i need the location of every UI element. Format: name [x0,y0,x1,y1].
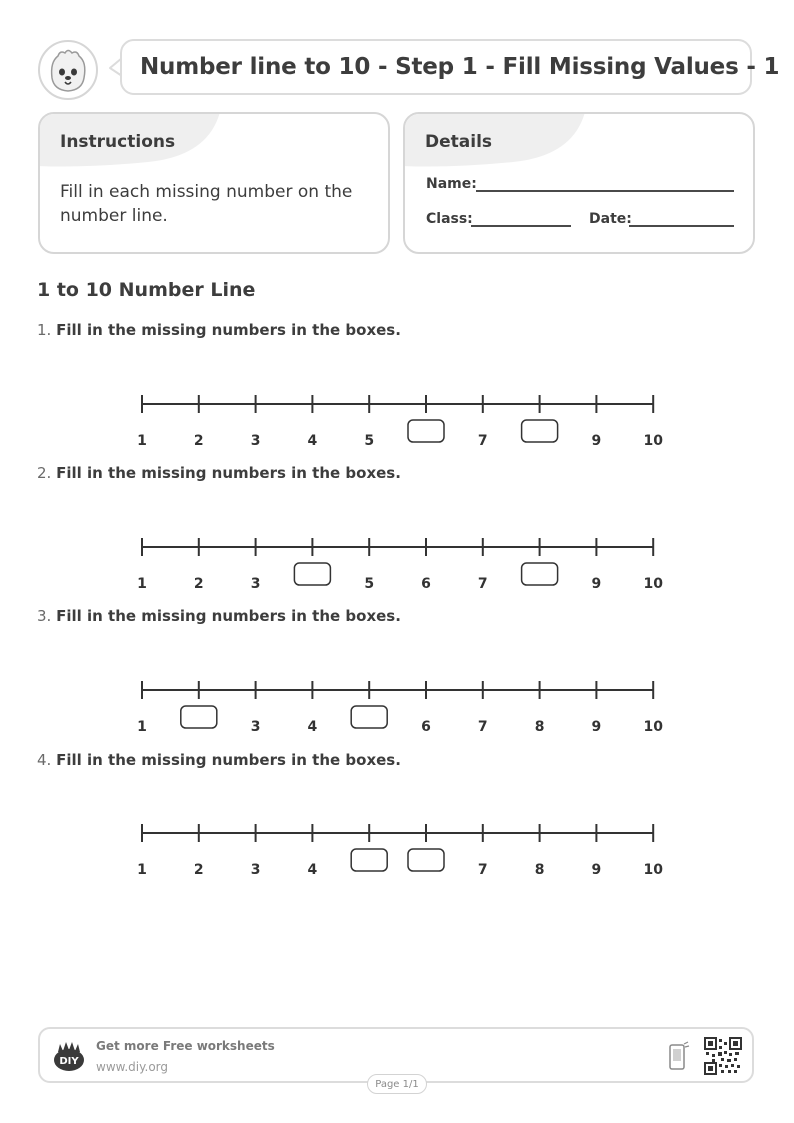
footer-url[interactable]: www.diy.org [96,1060,168,1074]
name-field[interactable] [476,190,734,192]
tick-label: 4 [307,719,318,735]
answer-box[interactable] [408,849,444,871]
tick-label: 6 [421,719,431,735]
tick-label: 2 [193,433,204,449]
name-label: Name: [426,176,477,192]
question-text: Fill in the missing numbers in the boxes. [56,607,401,625]
tick-label: 1 [137,862,147,878]
answer-box[interactable] [522,420,558,442]
tick-label: 9 [591,719,602,735]
tick-label: 3 [250,433,261,449]
tick-label: 7 [477,576,488,592]
tick-label: 5 [364,433,375,449]
answer-box[interactable] [351,849,387,871]
number-line-3 [0,678,794,738]
footer-promo: Get more Free worksheets [96,1039,275,1053]
logo-text: DIY [59,1056,79,1067]
answer-box[interactable] [351,706,387,728]
question-3 [37,607,401,625]
qr-code-icon[interactable] [704,1037,742,1079]
page-indicator: Page 1/1 [367,1074,427,1094]
answer-box[interactable] [522,563,558,585]
class-label: Class: [426,211,473,227]
tick-label: 9 [591,433,602,449]
tick-label: 7 [477,433,488,449]
details-panel [403,112,755,254]
question-text: Fill in the missing numbers in the boxes. [56,751,401,769]
question-text: Fill in the missing numbers in the boxes. [56,464,401,482]
tick-label: 4 [307,433,318,449]
tick-label: 10 [643,433,663,449]
section-title: 1 to 10 Number Line [37,279,256,301]
tick-label: 9 [591,862,602,878]
answer-box[interactable] [181,706,217,728]
answer-box[interactable] [294,563,330,585]
answer-box[interactable] [408,420,444,442]
question-number: 2. [37,464,52,482]
date-label: Date: [589,211,632,227]
tick-label: 1 [137,576,147,592]
question-number: 4. [37,751,52,769]
tick-label: 7 [477,862,488,878]
question-number: 3. [37,607,52,625]
instructions-panel [38,112,390,254]
question-text: Fill in the missing numbers in the boxes. [56,321,401,339]
question-2 [37,464,401,482]
tick-label: 10 [643,862,663,878]
tick-label: 8 [534,719,545,735]
instructions-heading: Instructions [60,132,176,152]
tick-label: 10 [643,719,663,735]
tick-label: 3 [250,576,261,592]
tick-label: 9 [591,576,602,592]
tick-label: 8 [534,862,545,878]
tick-label: 2 [193,862,204,878]
number-line-2 [0,535,794,595]
tick-label: 10 [643,576,663,592]
details-heading: Details [425,132,493,152]
number-line-1 [0,392,794,452]
tick-label: 3 [250,862,261,878]
tick-label: 6 [421,576,431,592]
phone-scan-icon [668,1041,690,1075]
class-field[interactable] [471,225,571,227]
question-4 [37,751,401,769]
diy-logo [52,1040,86,1076]
tick-label: 3 [250,719,261,735]
date-field[interactable] [629,225,734,227]
number-line-4 [0,821,794,881]
tick-label: 4 [307,862,318,878]
tick-label: 5 [364,576,375,592]
question-number: 1. [37,321,52,339]
instructions-text: Fill in each missing number on the number line. [60,182,353,226]
tick-label: 1 [137,719,147,735]
page-title: Number line to 10 - Step 1 - Fill Missing Values - 1 [140,54,780,80]
question-1 [37,321,401,339]
title-box [120,39,780,95]
tick-label: 1 [137,433,147,449]
tick-label: 2 [193,576,204,592]
tick-label: 7 [477,719,488,735]
mascot-avatar [38,40,98,100]
